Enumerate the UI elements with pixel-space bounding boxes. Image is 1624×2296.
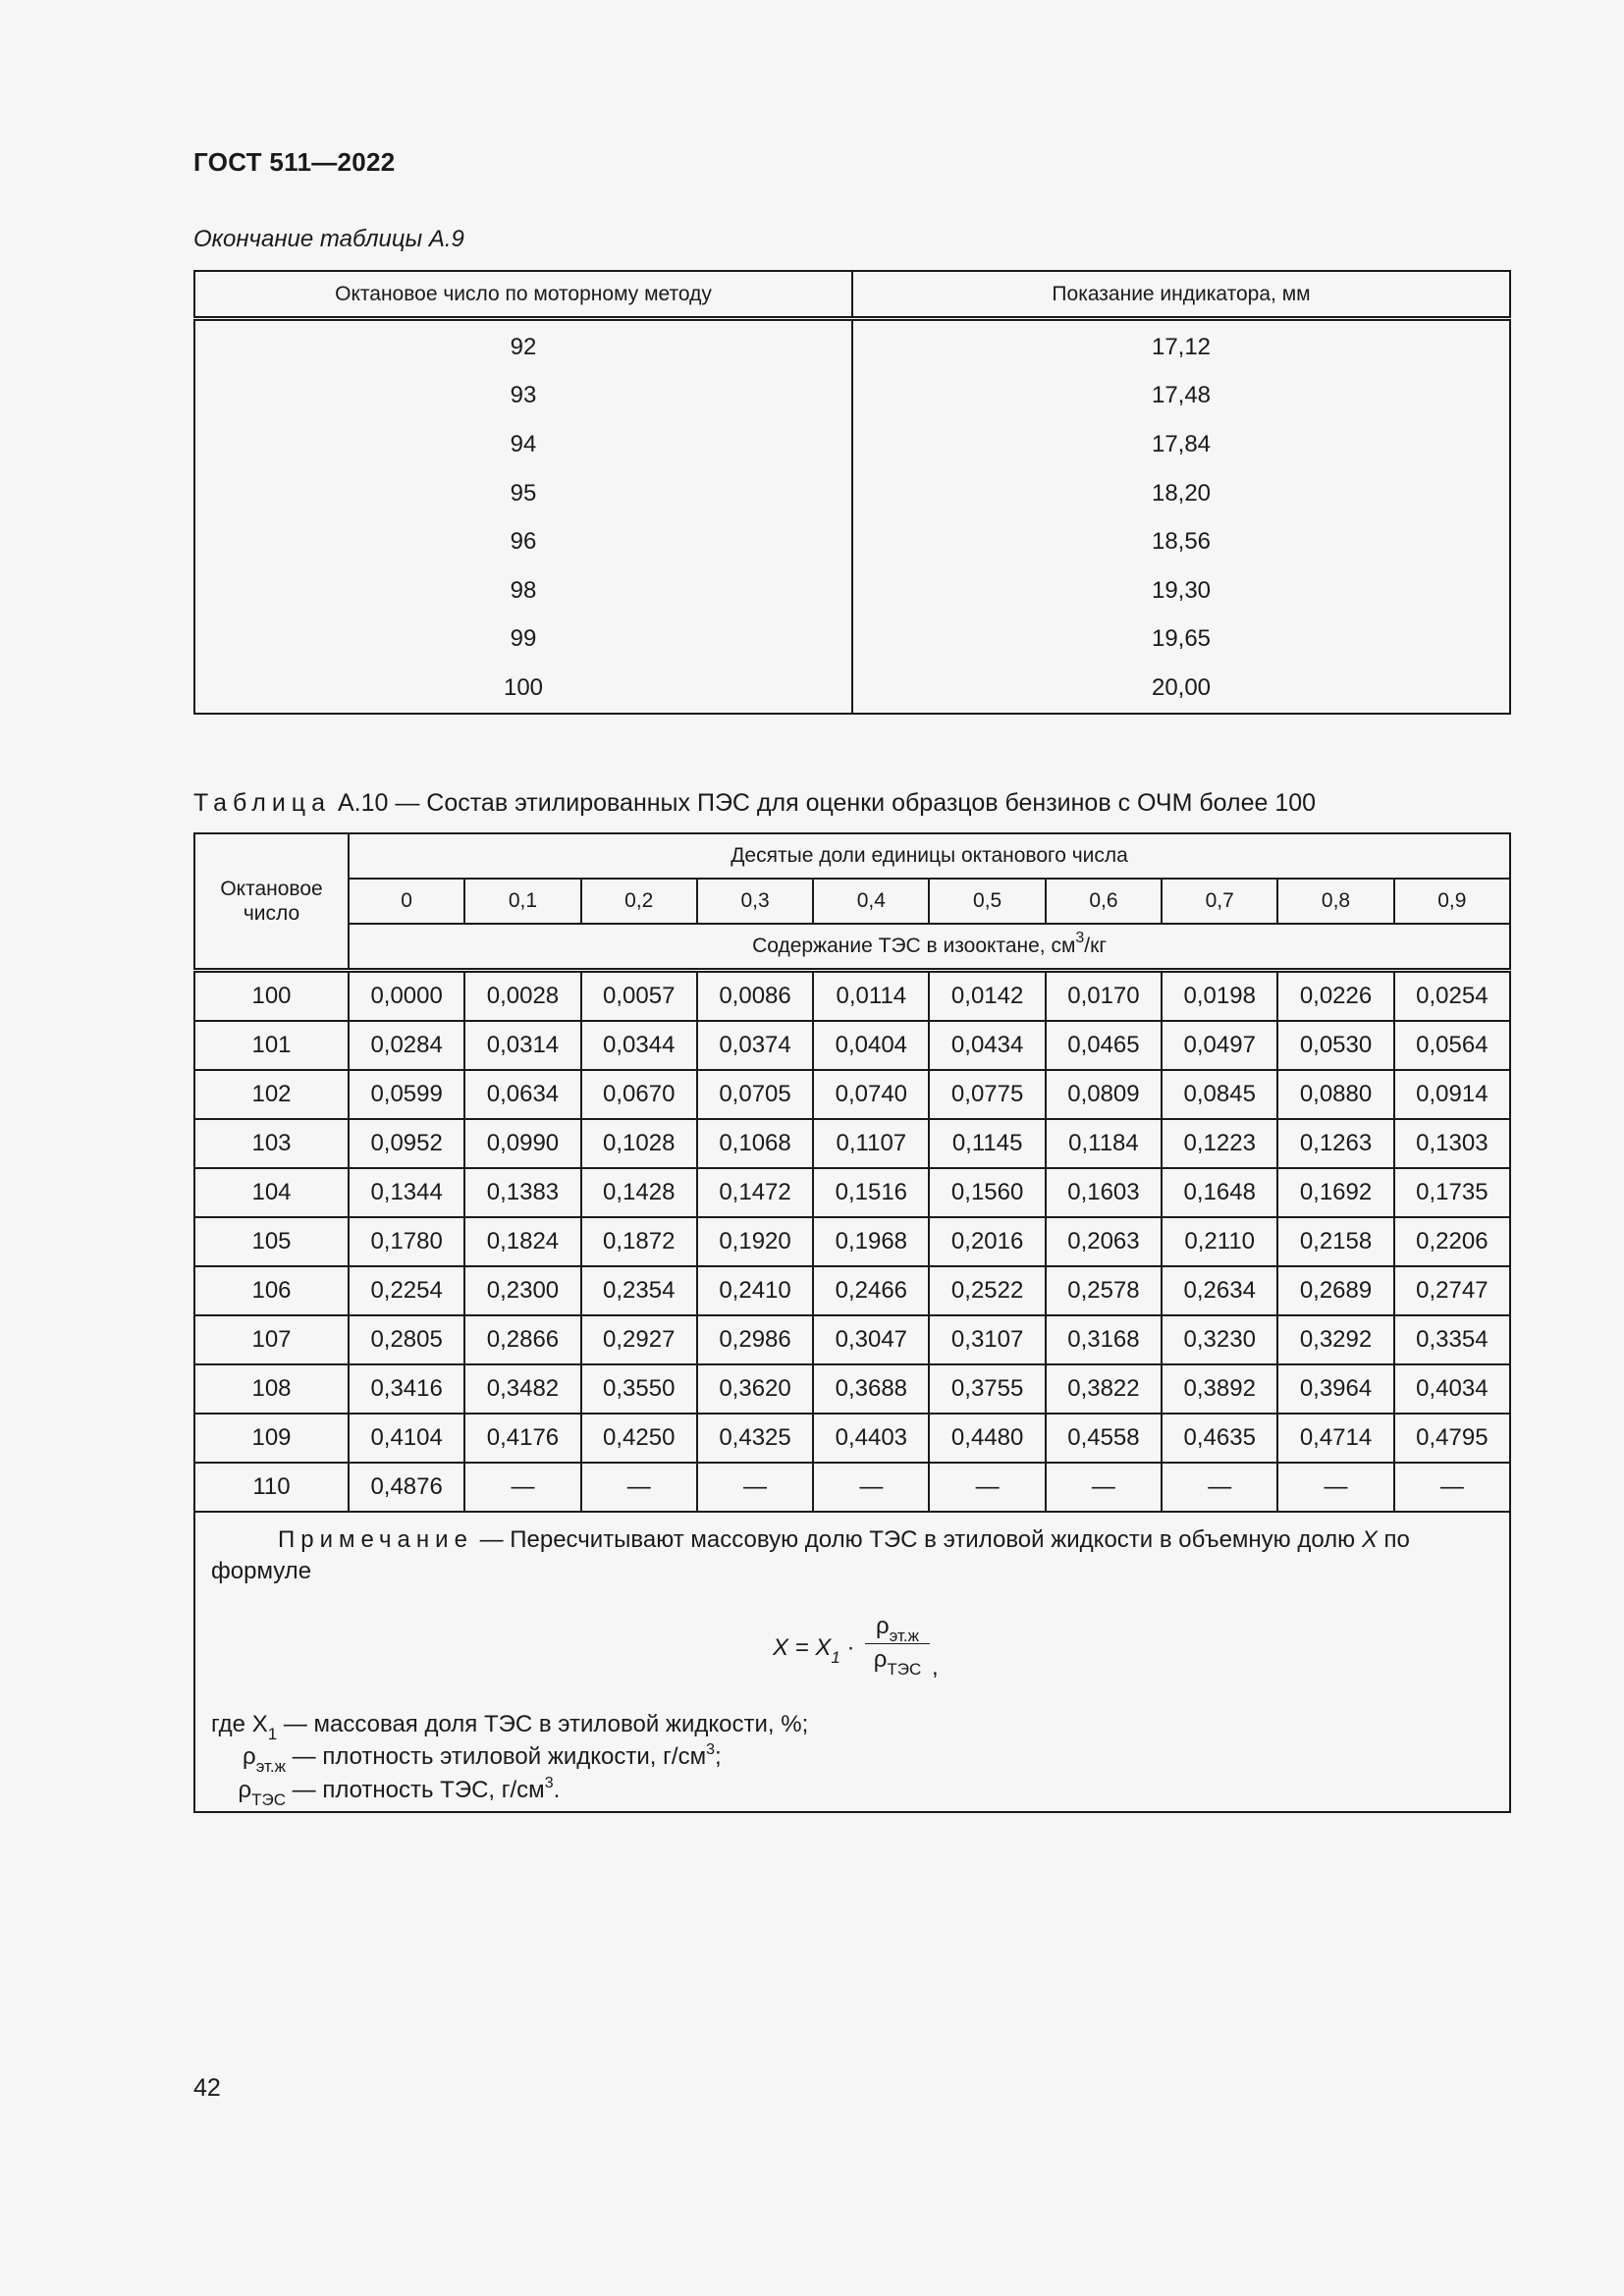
cell-tes-content: 0,0086 xyxy=(697,971,813,1022)
cell-tes-content: 0,3620 xyxy=(697,1364,813,1414)
legend-x1: где $X_1$ — массовая доля ТЭС в этиловой жидкости, %; xyxy=(211,1711,809,1743)
table-row xyxy=(194,1266,1510,1315)
cell-octane: 93 xyxy=(194,372,852,421)
table-row xyxy=(194,1119,1510,1168)
cell-tes-content: — xyxy=(1162,1463,1277,1512)
column-header-tenth: 0,3 xyxy=(697,879,813,924)
table-a10-note-row xyxy=(194,1512,1510,1812)
table-row xyxy=(194,1070,1510,1119)
cell-tes-content: 0,2410 xyxy=(697,1266,813,1315)
cell-tes-content: 0,1068 xyxy=(697,1119,813,1168)
cell-tes-content: 0,1472 xyxy=(697,1168,813,1217)
cell-tes-content: 0,1824 xyxy=(464,1217,580,1266)
cell-tes-content: 0,1184 xyxy=(1046,1119,1162,1168)
note-text-after: по формуле xyxy=(211,1526,1410,1584)
cell-tes-content: 0,2254 xyxy=(349,1266,464,1315)
cell-tes-content: 0,0952 xyxy=(349,1119,464,1168)
table-a10-header-row xyxy=(194,833,1510,879)
cell-tes-content: 0,0028 xyxy=(464,971,580,1022)
cell-tes-content: — xyxy=(697,1463,813,1512)
cell-tes-content: 0,0465 xyxy=(1046,1021,1162,1070)
cell-octane: 103 xyxy=(194,1119,349,1168)
cell-tes-content: 0,2927 xyxy=(581,1315,697,1364)
cell-octane: 102 xyxy=(194,1070,349,1119)
cell-tes-content: 0,0344 xyxy=(581,1021,697,1070)
cell-tes-content: 0,0809 xyxy=(1046,1070,1162,1119)
table-row xyxy=(194,517,1510,566)
content-header-sup: 3 xyxy=(1075,930,1085,946)
table-row xyxy=(194,664,1510,714)
column-header-tenth: 0,2 xyxy=(581,879,697,924)
cell-tes-content: 0,1560 xyxy=(929,1168,1045,1217)
cell-tes-content: 0,0740 xyxy=(813,1070,929,1119)
table-row xyxy=(194,319,1510,372)
column-header-indicator: Показание индикатора, мм xyxy=(852,271,1510,319)
cell-tes-content: 0,4325 xyxy=(697,1414,813,1463)
content-header-unit: /кг xyxy=(1084,934,1107,957)
cell-tes-content: 0,4250 xyxy=(581,1414,697,1463)
cell-tes-content: 0,3822 xyxy=(1046,1364,1162,1414)
cell-tes-content: 0,3107 xyxy=(929,1315,1045,1364)
cell-tes-content: — xyxy=(1394,1463,1510,1512)
cell-tes-content: 0,4714 xyxy=(1277,1414,1393,1463)
cell-octane: 108 xyxy=(194,1364,349,1414)
cell-tes-content: 0,2110 xyxy=(1162,1217,1277,1266)
cell-tes-content: 0,0434 xyxy=(929,1021,1045,1070)
cell-indicator: 17,12 xyxy=(852,319,1510,372)
note-paragraph xyxy=(211,1524,1495,1587)
cell-tes-content: 0,1516 xyxy=(813,1168,929,1217)
cell-octane: 105 xyxy=(194,1217,349,1266)
cell-tes-content: 0,1383 xyxy=(464,1168,580,1217)
cell-tes-content: 0,0845 xyxy=(1162,1070,1277,1119)
legend-rho-tes: $\rho_{ТЭС}$ — плотность ТЭС, $г/см^3$. xyxy=(238,1775,561,1809)
cell-tes-content: 0,2578 xyxy=(1046,1266,1162,1315)
table-row xyxy=(194,1168,1510,1217)
cell-tes-content: 0,1428 xyxy=(581,1168,697,1217)
cell-tes-content: 0,0914 xyxy=(1394,1070,1510,1119)
cell-indicator: 20,00 xyxy=(852,664,1510,714)
cell-tes-content: 0,1603 xyxy=(1046,1168,1162,1217)
cell-tes-content: 0,3354 xyxy=(1394,1315,1510,1364)
column-header-tenth: 0,8 xyxy=(1277,879,1393,924)
formula-comma: , xyxy=(932,1654,939,1681)
cell-tes-content: 0,1028 xyxy=(581,1119,697,1168)
formula-lhs: $X = X_1$ · xyxy=(773,1634,855,1667)
cell-tes-content: 0,3292 xyxy=(1277,1315,1393,1364)
table-row xyxy=(194,1364,1510,1414)
cell-tes-content: 0,2063 xyxy=(1046,1217,1162,1266)
cell-tes-content: 0,0880 xyxy=(1277,1070,1393,1119)
document-header: ГОСТ 511—2022 xyxy=(193,147,396,177)
table-row xyxy=(194,566,1510,615)
formula-denominator: $\rho_{ТЭС}$ xyxy=(873,1646,922,1679)
table-a9 xyxy=(193,270,1511,715)
note-text-before: — Пересчитывают массовую долю ТЭС в этиловой жидкости в объемную долю xyxy=(472,1526,1362,1553)
column-header-tenth: 0,5 xyxy=(929,879,1045,924)
cell-tes-content: 0,2466 xyxy=(813,1266,929,1315)
table-row xyxy=(194,420,1510,469)
cell-tes-content: 0,4480 xyxy=(929,1414,1045,1463)
table-row xyxy=(194,372,1510,421)
cell-tes-content: 0,0226 xyxy=(1277,971,1393,1022)
cell-tes-content: 0,4176 xyxy=(464,1414,580,1463)
table-row xyxy=(194,615,1510,665)
cell-tes-content: 0,0254 xyxy=(1394,971,1510,1022)
table-a9-continuation-caption: Окончание таблицы А.9 xyxy=(193,226,464,252)
cell-tes-content: — xyxy=(581,1463,697,1512)
cell-tes-content: 0,4034 xyxy=(1394,1364,1510,1414)
table-a10-caption xyxy=(193,789,1316,818)
cell-tes-content: 0,0990 xyxy=(464,1119,580,1168)
cell-tes-content: — xyxy=(813,1463,929,1512)
cell-tes-content: 0,1692 xyxy=(1277,1168,1393,1217)
cell-tes-content: — xyxy=(464,1463,580,1512)
column-header-tenth: 0,9 xyxy=(1394,879,1510,924)
cell-tes-content: 0,1107 xyxy=(813,1119,929,1168)
cell-tes-content: 0,2634 xyxy=(1162,1266,1277,1315)
cell-indicator: 19,65 xyxy=(852,615,1510,665)
cell-octane: 100 xyxy=(194,971,349,1022)
cell-tes-content: 0,0114 xyxy=(813,971,929,1022)
cell-tes-content: 0,3688 xyxy=(813,1364,929,1414)
cell-tes-content: 0,0198 xyxy=(1162,971,1277,1022)
cell-tes-content: 0,1223 xyxy=(1162,1119,1277,1168)
cell-tes-content: 0,4795 xyxy=(1394,1414,1510,1463)
cell-octane: 106 xyxy=(194,1266,349,1315)
cell-tes-content: 0,2522 xyxy=(929,1266,1045,1315)
cell-tes-content: 0,0057 xyxy=(581,971,697,1022)
cell-tes-content: 0,0599 xyxy=(349,1070,464,1119)
column-header-tenths: Десятые доли единицы октанового числа xyxy=(349,833,1510,879)
cell-tes-content: 0,3168 xyxy=(1046,1315,1162,1364)
cell-tes-content: 0,2354 xyxy=(581,1266,697,1315)
cell-tes-content: 0,2016 xyxy=(929,1217,1045,1266)
cell-tes-content: 0,1735 xyxy=(1394,1168,1510,1217)
cell-tes-content: 0,1968 xyxy=(813,1217,929,1266)
table-row xyxy=(194,1217,1510,1266)
cell-tes-content: 0,1920 xyxy=(697,1217,813,1266)
cell-tes-content: 0,1872 xyxy=(581,1217,697,1266)
cell-tes-content: 0,0314 xyxy=(464,1021,580,1070)
column-header-content xyxy=(349,924,1510,971)
column-header-octane-number: Октановое число xyxy=(194,833,349,971)
cell-tes-content: 0,3892 xyxy=(1162,1364,1277,1414)
cell-tes-content: 0,0705 xyxy=(697,1070,813,1119)
cell-tes-content: 0,4635 xyxy=(1162,1414,1277,1463)
cell-tes-content: 0,4104 xyxy=(349,1414,464,1463)
cell-tes-content: 0,1303 xyxy=(1394,1119,1510,1168)
note-var-x: X xyxy=(1361,1526,1378,1553)
formula-fraction xyxy=(865,1613,930,1679)
column-header-octane: Октановое число по моторному методу xyxy=(194,271,852,319)
cell-tes-content: 0,0142 xyxy=(929,971,1045,1022)
cell-tes-content: 0,3964 xyxy=(1277,1364,1393,1414)
cell-octane: 99 xyxy=(194,615,852,665)
cell-tes-content: 0,0497 xyxy=(1162,1021,1277,1070)
cell-octane: 104 xyxy=(194,1168,349,1217)
formula-legend xyxy=(211,1709,1495,1808)
cell-tes-content: 0,3230 xyxy=(1162,1315,1277,1364)
cell-tes-content: 0,2689 xyxy=(1277,1266,1393,1315)
cell-octane: 100 xyxy=(194,664,852,714)
column-header-tenth: 0,7 xyxy=(1162,879,1277,924)
cell-tes-content: 0,0374 xyxy=(697,1021,813,1070)
cell-tes-content: 0,3550 xyxy=(581,1364,697,1414)
cell-tes-content: 0,0170 xyxy=(1046,971,1162,1022)
column-header-tenth: 0 xyxy=(349,879,464,924)
cell-tes-content: 0,3482 xyxy=(464,1364,580,1414)
cell-tes-content: 0,4876 xyxy=(349,1463,464,1512)
table-a10-caption-word: Таблица xyxy=(193,789,332,817)
cell-tes-content: 0,0284 xyxy=(349,1021,464,1070)
cell-tes-content: 0,0000 xyxy=(349,971,464,1022)
table-a10-caption-text: А.10 — Состав этилированных ПЭС для оценки образцов бензинов с ОЧМ более 100 xyxy=(337,789,1317,817)
cell-tes-content: 0,2805 xyxy=(349,1315,464,1364)
cell-tes-content: 0,2986 xyxy=(697,1315,813,1364)
table-a10-note xyxy=(194,1512,1510,1812)
content-header-text: Содержание ТЭС в изооктане, см xyxy=(752,934,1076,957)
cell-tes-content: 0,3755 xyxy=(929,1364,1045,1414)
formula xyxy=(211,1613,1495,1682)
cell-tes-content: 0,1344 xyxy=(349,1168,464,1217)
cell-tes-content: 0,3416 xyxy=(349,1364,464,1414)
column-header-tenth: 0,6 xyxy=(1046,879,1162,924)
cell-tes-content: 0,2747 xyxy=(1394,1266,1510,1315)
cell-indicator: 19,30 xyxy=(852,566,1510,615)
cell-indicator: 17,84 xyxy=(852,420,1510,469)
formula-numerator: $\rho_{эт.ж}$ xyxy=(876,1613,919,1645)
table-a10 xyxy=(193,832,1511,1813)
cell-tes-content: 0,1263 xyxy=(1277,1119,1393,1168)
cell-tes-content: 0,2300 xyxy=(464,1266,580,1315)
table-row xyxy=(194,1021,1510,1070)
cell-octane: 96 xyxy=(194,517,852,566)
cell-octane: 109 xyxy=(194,1414,349,1463)
cell-tes-content: 0,1780 xyxy=(349,1217,464,1266)
note-label: Примечание xyxy=(278,1526,473,1553)
cell-tes-content: 0,0530 xyxy=(1277,1021,1393,1070)
cell-tes-content: 0,0775 xyxy=(929,1070,1045,1119)
page-number: 42 xyxy=(193,2074,221,2102)
cell-tes-content: 0,4558 xyxy=(1046,1414,1162,1463)
cell-tes-content: 0,0634 xyxy=(464,1070,580,1119)
cell-octane: 101 xyxy=(194,1021,349,1070)
legend-rho-ej: $\rho_{эт.ж}$ — плотность этиловой жидкости, $г/см^3$; xyxy=(243,1741,722,1776)
cell-tes-content: 0,2866 xyxy=(464,1315,580,1364)
cell-tes-content: 0,1145 xyxy=(929,1119,1045,1168)
column-header-tenth: 0,4 xyxy=(813,879,929,924)
cell-tes-content: — xyxy=(1277,1463,1393,1512)
cell-octane: 110 xyxy=(194,1463,349,1512)
table-row xyxy=(194,1414,1510,1463)
table-a10-tenths-row xyxy=(194,879,1510,924)
cell-indicator: 17,48 xyxy=(852,372,1510,421)
cell-tes-content: — xyxy=(929,1463,1045,1512)
cell-indicator: 18,56 xyxy=(852,517,1510,566)
cell-tes-content: 0,4403 xyxy=(813,1414,929,1463)
cell-tes-content: 0,0670 xyxy=(581,1070,697,1119)
cell-tes-content: 0,3047 xyxy=(813,1315,929,1364)
cell-octane: 94 xyxy=(194,420,852,469)
cell-tes-content: 0,2206 xyxy=(1394,1217,1510,1266)
cell-tes-content: 0,1648 xyxy=(1162,1168,1277,1217)
cell-tes-content: 0,0564 xyxy=(1394,1021,1510,1070)
cell-tes-content: — xyxy=(1046,1463,1162,1512)
cell-octane: 107 xyxy=(194,1315,349,1364)
table-a9-header-row xyxy=(194,271,1510,319)
cell-tes-content: 0,0404 xyxy=(813,1021,929,1070)
cell-indicator: 18,20 xyxy=(852,469,1510,518)
table-row xyxy=(194,469,1510,518)
table-row xyxy=(194,971,1510,1022)
cell-octane: 95 xyxy=(194,469,852,518)
cell-octane: 98 xyxy=(194,566,852,615)
cell-tes-content: 0,2158 xyxy=(1277,1217,1393,1266)
table-row xyxy=(194,1463,1510,1512)
table-a10-content-row xyxy=(194,924,1510,971)
table-row xyxy=(194,1315,1510,1364)
column-header-tenth: 0,1 xyxy=(464,879,580,924)
cell-octane: 92 xyxy=(194,319,852,372)
